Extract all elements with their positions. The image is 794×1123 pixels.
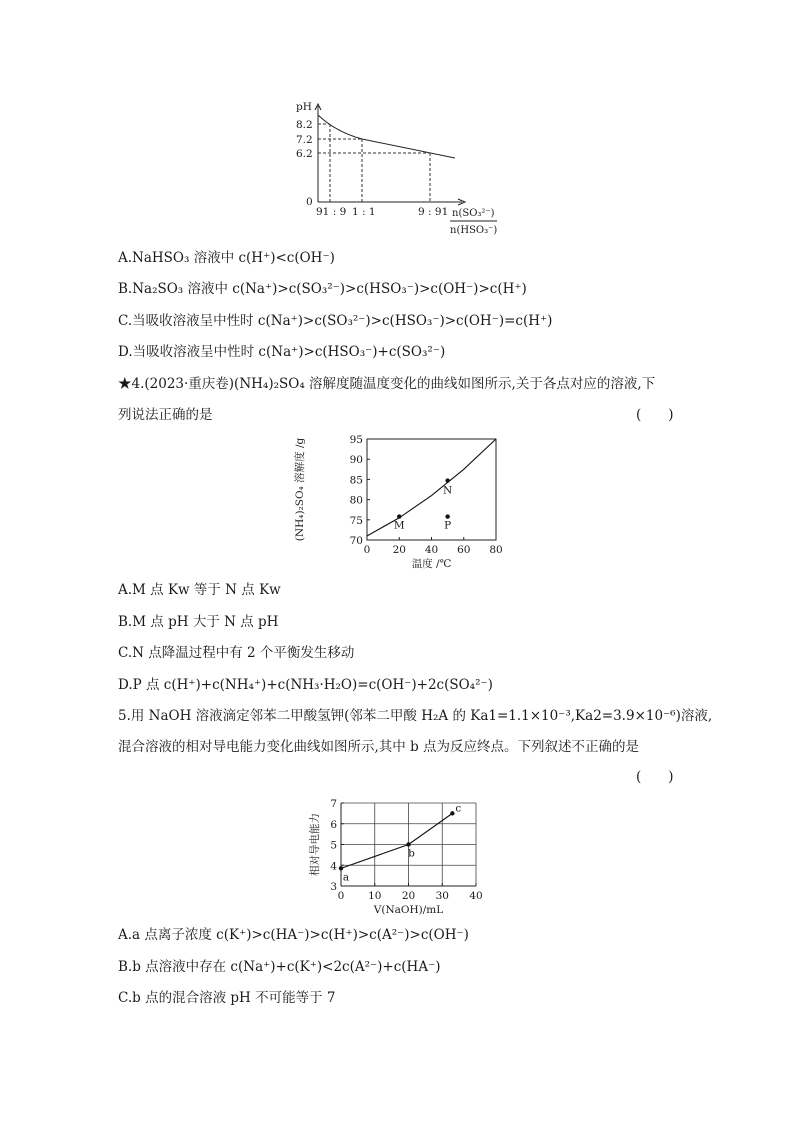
c1-ytick-6.2: 6.2 [296, 148, 313, 160]
c1-xtick-91-9: 91 : 9 [316, 206, 347, 218]
q5-option-b: B.b 点溶液中存在 c(Na⁺)+c(K⁺)<2c(A²⁻)+c(HA⁻) [118, 959, 441, 975]
y-tick-label-7: 7 [330, 798, 337, 810]
point-label-N: N [443, 484, 453, 497]
x-tick-label-0: 0 [363, 544, 371, 556]
point-label-b: b [408, 847, 415, 860]
y-tick-label-70: 70 [349, 535, 363, 547]
q4-stem-line1: ★4.(2023·重庆卷)(NH₄)₂SO₄ 溶解度随温度变化的曲线如图所示,关于各点对应的溶液,下 [118, 376, 656, 392]
c1-curve [318, 115, 455, 158]
x-tick-label-10: 10 [368, 890, 382, 902]
x-tick-label-20: 20 [392, 544, 406, 556]
q3-option-d: D.当吸收溶液呈中性时 c(Na⁺)>c(HSO₃⁻)+c(SO₃²⁻) [118, 344, 446, 360]
x-tick-label-0: 0 [337, 890, 345, 902]
q3-option-c: C.当吸收溶液呈中性时 c(Na⁺)>c(SO₃²⁻)>c(HSO₃⁻)>c(OH⁻)=c(H⁺) [118, 313, 553, 329]
c1-xlabel-den: n(HSO₃⁻) [450, 225, 498, 236]
y-axis-label: (NH₄)₂SO₄ 溶解度 /g [294, 437, 306, 542]
x-tick-label-60: 60 [457, 544, 471, 556]
q5-stem-line1: 5.用 NaOH 溶液滴定邻苯二甲酸氢钾(邻苯二甲酸 H₂A 的 Ka1=1.1×10⁻³,Ka2=3.9×10⁻⁶)溶液, [118, 708, 713, 724]
y-tick-label-85: 85 [349, 474, 363, 487]
c1-ytick-0: 0 [306, 196, 313, 208]
y-tick-label-5: 5 [330, 839, 337, 852]
c1-ytick-7.2: 7.2 [296, 134, 313, 146]
chart-conductivity [0, 790, 794, 920]
c1-xtick-9-91: 9 : 91 [418, 206, 449, 218]
q4-stem-line2: 列说法正确的是 [118, 407, 213, 423]
y-tick-label-75: 75 [349, 514, 363, 527]
series-line [341, 813, 452, 868]
x-tick-label-80: 80 [489, 544, 503, 556]
point-P [445, 514, 449, 518]
point-N [445, 478, 449, 482]
point-b [406, 842, 410, 846]
point-M [397, 514, 401, 518]
q5-option-c: C.b 点的混合溶液 pH 不可能等于 7 [118, 990, 336, 1006]
series-line [367, 439, 496, 536]
x-tick-label-40: 40 [469, 890, 483, 902]
q4-option-c: C.N 点降温过程中有 2 个平衡发生移动 [118, 645, 355, 661]
q4-answer-paren: ( ) [636, 407, 674, 423]
point-a [339, 866, 343, 870]
c1-ylabel: pH [296, 101, 312, 113]
point-label-P: P [444, 519, 452, 532]
x-tick-label-40: 40 [424, 544, 439, 556]
y-axis-label: 相对导电能力 [309, 813, 321, 876]
q4-option-d: D.P 点 c(H⁺)+c(NH₄⁺)+c(NH₃·H₂O)=c(OH⁻)+2c(SO₄²⁻) [118, 677, 493, 693]
c1-xtick-1-1: 1 : 1 [352, 206, 376, 218]
x-axis-label: V(NaOH)/mL [373, 904, 444, 916]
q4-option-a: A.M 点 Kw 等于 N 点 Kw [118, 582, 281, 598]
q5-option-a: A.a 点离子浓度 c(K⁺)>c(HA⁻)>c(H⁺)>c(A²⁻)>c(OH⁻) [118, 927, 469, 943]
y-tick-label-90: 90 [349, 454, 363, 467]
c1-xlabel-num: n(SO₃²⁻) [452, 208, 495, 219]
q4-option-b: B.M 点 pH 大于 N 点 pH [118, 614, 279, 630]
q5-answer-paren: ( ) [636, 769, 674, 785]
y-tick-label-80: 80 [349, 494, 363, 507]
point-label-a: a [342, 871, 350, 884]
q3-option-b: B.Na₂SO₃ 溶液中 c(Na⁺)>c(SO₃²⁻)>c(HSO₃⁻)>c(OH⁻)>c(H⁺) [118, 281, 527, 297]
x-tick-label-30: 30 [435, 890, 449, 902]
y-tick-label-3: 3 [330, 881, 337, 893]
y-tick-label-4: 4 [330, 860, 337, 873]
c1-ytick-8.2: 8.2 [296, 119, 313, 131]
q5-stem-line2: 混合溶液的相对导电能力变化曲线如图所示,其中 b 点为反应终点。下列叙述不正确的是 [118, 739, 640, 755]
point-c [450, 811, 454, 815]
point-label-c: c [455, 802, 462, 815]
point-label-M: M [393, 519, 405, 532]
chart-ph-ratio [0, 0, 794, 240]
y-tick-label-95: 95 [349, 434, 363, 446]
chart-solubility [0, 425, 794, 605]
x-tick-label-20: 20 [401, 890, 416, 902]
y-tick-label-6: 6 [330, 818, 337, 831]
x-axis-label: 温度 /℃ [411, 558, 452, 570]
q3-option-a: A.NaHSO₃ 溶液中 c(H⁺)<c(OH⁻) [118, 250, 335, 266]
